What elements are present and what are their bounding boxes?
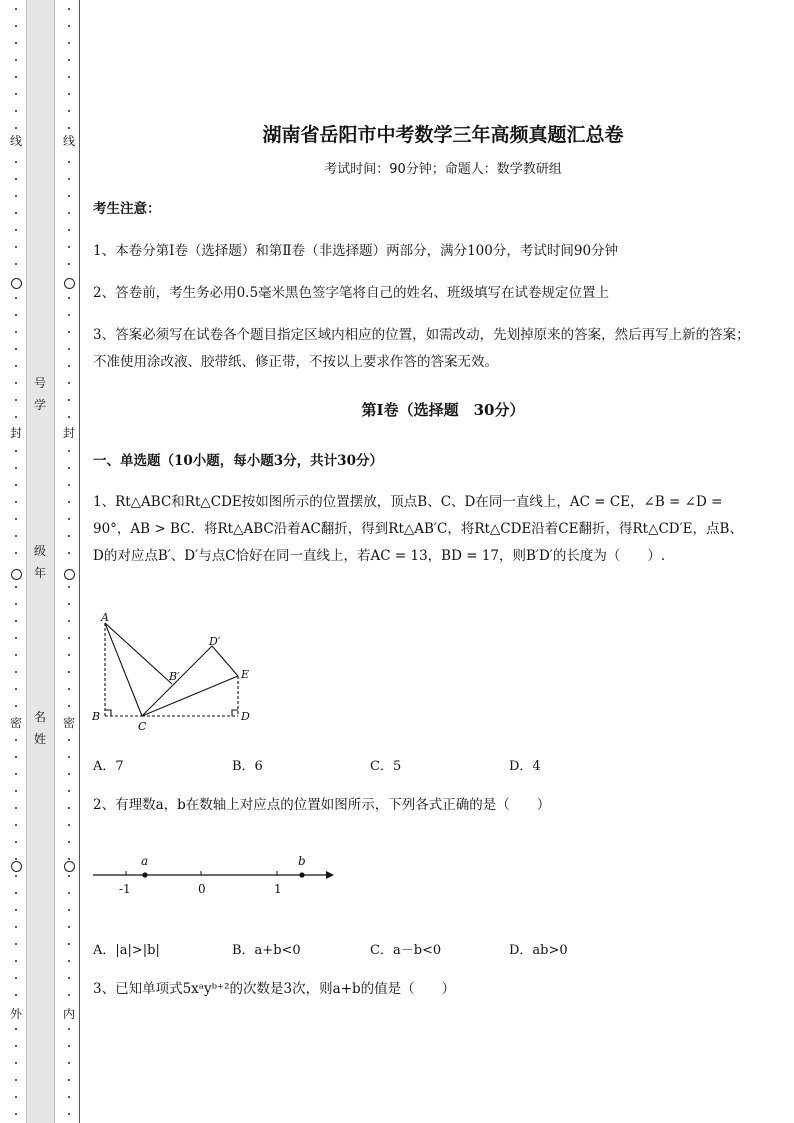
binding-dot bbox=[15, 705, 17, 707]
outer-label-wai: 外 bbox=[9, 1007, 22, 1021]
binding-dot bbox=[68, 620, 70, 622]
question-1-figure bbox=[88, 606, 268, 736]
binding-dot bbox=[68, 110, 70, 112]
question-1-stem: 1、Rt△ABC和Rt△CDE按如图所示的位置摆放，顶点B、C、D在同一直线上，AC = CE，∠B = ∠D = 90°，AB > BC．将Rt△ABC沿着AC翻折，得到Rt△AB′C，将Rt△CDE沿着CE翻折，得Rt△CD′E，点B、D的对应点B′、D′与点C恰好在同一直线上，若AC = 13，BD = 17，则B′D′的长度为（ ）. bbox=[93, 494, 743, 564]
binding-dot bbox=[68, 178, 70, 180]
binding-dot bbox=[68, 1045, 70, 1047]
binding-dot bbox=[15, 552, 17, 554]
notice-heading: 考生注意： bbox=[93, 201, 161, 217]
part-heading: 一、单选题（10小题，每小题3分，共计30分） bbox=[93, 453, 383, 469]
binding-dot bbox=[15, 977, 17, 979]
binding-dot bbox=[68, 909, 70, 911]
binding-dot bbox=[68, 229, 70, 231]
grade-label: 级年 bbox=[30, 540, 50, 584]
binding-dot bbox=[15, 1028, 17, 1030]
binding-dot bbox=[68, 331, 70, 333]
binding-dot bbox=[68, 59, 70, 61]
binding-dot bbox=[68, 263, 70, 265]
page-title: 湖南省岳阳市中考数学三年高频真题汇总卷 bbox=[262, 124, 624, 146]
binding-dot bbox=[15, 586, 17, 588]
binding-dot bbox=[15, 909, 17, 911]
binding-dot bbox=[15, 161, 17, 163]
binding-dot bbox=[15, 994, 17, 996]
binding-hole-circle bbox=[64, 278, 75, 289]
binding-dot bbox=[68, 8, 70, 10]
fig-label-D-prime: D′ bbox=[209, 635, 221, 648]
binding-dot bbox=[15, 331, 17, 333]
binding-dot bbox=[15, 314, 17, 316]
binding-dot bbox=[68, 756, 70, 758]
q2-option-b: B．a+b<0 bbox=[232, 943, 301, 958]
binding-dot bbox=[68, 1079, 70, 1081]
binding-dot bbox=[15, 1062, 17, 1064]
binding-dot bbox=[68, 348, 70, 350]
outer-label-xian: 线 bbox=[9, 134, 22, 148]
binding-dot bbox=[15, 297, 17, 299]
binding-dot bbox=[68, 484, 70, 486]
notice-item-1: 1、本卷分第I卷（选择题）和第Ⅱ卷（非选择题）两部分，满分100分，考试时间90分钟 bbox=[93, 243, 619, 259]
point-label-b: b bbox=[298, 854, 306, 868]
q2-option-c: C．a－b<0 bbox=[370, 943, 442, 958]
binding-dot bbox=[68, 382, 70, 384]
binding-dot bbox=[68, 705, 70, 707]
inner-dot-line bbox=[64, 0, 74, 1123]
binding-dot bbox=[68, 161, 70, 163]
binding-dot bbox=[15, 620, 17, 622]
binding-dot bbox=[68, 841, 70, 843]
binding-dot bbox=[15, 654, 17, 656]
student-number-label: 号学 bbox=[30, 372, 50, 416]
binding-dot bbox=[68, 875, 70, 877]
binding-dot bbox=[68, 535, 70, 537]
binding-dot bbox=[68, 858, 70, 860]
fig-label-B-prime: B′ bbox=[169, 670, 180, 683]
binding-dot bbox=[15, 365, 17, 367]
binding-dot bbox=[68, 637, 70, 639]
binding-dot bbox=[15, 450, 17, 452]
binding-dot bbox=[15, 1045, 17, 1047]
binding-dot bbox=[68, 1062, 70, 1064]
binding-dot bbox=[68, 654, 70, 656]
binding-dot bbox=[68, 365, 70, 367]
q1-option-a: A．7 bbox=[93, 759, 124, 774]
binding-dot bbox=[68, 824, 70, 826]
binding-hole-circle bbox=[11, 278, 22, 289]
binding-hole-circle bbox=[64, 861, 75, 872]
binding-dot bbox=[68, 416, 70, 418]
binding-dot bbox=[68, 212, 70, 214]
binding-dot bbox=[15, 637, 17, 639]
question-3-stem: 3、已知单项式5xᵃyᵇ⁺²的次数是3次，则a+b的值是（ ） bbox=[93, 981, 456, 997]
tick-label-0: 0 bbox=[198, 882, 206, 896]
fig-label-B: B bbox=[92, 710, 101, 723]
exam-info: 考试时间：90分钟；命题人：数学教研组 bbox=[324, 162, 562, 177]
notice-item-3: 3、答案必须写在试卷各个题目指定区域内相应的位置，如需改动，先划掉原来的答案，然后再写上新的答案；不准使用涂改液、胶带纸、修正带，不按以上要求作答的答案无效。 bbox=[93, 327, 750, 370]
binding-dot bbox=[15, 773, 17, 775]
binding-dot bbox=[68, 518, 70, 520]
binding-dot bbox=[68, 552, 70, 554]
margin-rule bbox=[79, 0, 80, 1123]
binding-hole-circle bbox=[11, 569, 22, 580]
binding-dot bbox=[15, 926, 17, 928]
binding-dot bbox=[68, 501, 70, 503]
fig-label-A: A bbox=[101, 611, 109, 624]
binding-dot bbox=[68, 1096, 70, 1098]
question-2-number-line bbox=[88, 848, 338, 898]
q1-option-c: C．5 bbox=[370, 759, 402, 774]
binding-dot bbox=[68, 960, 70, 962]
binding-dot bbox=[15, 892, 17, 894]
binding-dot bbox=[15, 8, 17, 10]
binding-hole-circle bbox=[64, 569, 75, 580]
binding-dot bbox=[68, 1028, 70, 1030]
binding-dot bbox=[68, 450, 70, 452]
tick-label-neg1: -1 bbox=[119, 882, 131, 896]
binding-dot bbox=[15, 501, 17, 503]
binding-dot bbox=[68, 994, 70, 996]
outer-dot-line bbox=[11, 0, 21, 1123]
binding-dot bbox=[15, 603, 17, 605]
binding-dot bbox=[68, 297, 70, 299]
binding-dot bbox=[15, 348, 17, 350]
inner-label-xian: 线 bbox=[62, 134, 75, 148]
binding-dot bbox=[68, 603, 70, 605]
binding-dot bbox=[15, 59, 17, 61]
q2-option-d: D．ab>0 bbox=[509, 943, 568, 958]
binding-dot bbox=[68, 399, 70, 401]
section-title: 第I卷（选择题 30分） bbox=[361, 401, 525, 419]
outer-label-mi: 密 bbox=[9, 716, 22, 730]
binding-dot bbox=[15, 127, 17, 129]
binding-dot bbox=[15, 739, 17, 741]
binding-dot bbox=[15, 467, 17, 469]
q1-option-d: D．4 bbox=[509, 759, 541, 774]
fig-label-C: C bbox=[138, 720, 147, 733]
binding-dot bbox=[68, 739, 70, 741]
notice-item-2: 2、答卷前，考生务必用0.5毫米黑色签字笔将自己的姓名、班级填写在试卷规定位置上 bbox=[93, 285, 610, 301]
inner-label-mi: 密 bbox=[62, 716, 75, 730]
point-label-a: a bbox=[141, 854, 149, 868]
binding-dot bbox=[15, 535, 17, 537]
binding-dot bbox=[15, 807, 17, 809]
binding-dot bbox=[15, 93, 17, 95]
fig-label-D: D bbox=[241, 710, 250, 723]
binding-dot bbox=[68, 42, 70, 44]
binding-dot bbox=[68, 246, 70, 248]
binding-dot bbox=[68, 314, 70, 316]
inner-label-feng: 封 bbox=[62, 426, 75, 440]
binding-dot bbox=[15, 858, 17, 860]
binding-dot bbox=[15, 229, 17, 231]
binding-dot bbox=[15, 841, 17, 843]
binding-hole-circle bbox=[11, 861, 22, 872]
fig-label-E: E bbox=[241, 668, 250, 681]
outer-label-feng: 封 bbox=[9, 426, 22, 440]
binding-dot bbox=[15, 790, 17, 792]
binding-dot bbox=[15, 42, 17, 44]
q1-option-b: B．6 bbox=[232, 759, 263, 774]
binding-dot bbox=[68, 1113, 70, 1115]
q2-option-a: A．|a|>|b| bbox=[93, 943, 160, 958]
binding-dot bbox=[68, 977, 70, 979]
tick-label-1: 1 bbox=[274, 882, 282, 896]
binding-dot bbox=[68, 467, 70, 469]
name-label: 名姓 bbox=[30, 706, 50, 750]
binding-dot bbox=[68, 76, 70, 78]
binding-dot bbox=[15, 263, 17, 265]
binding-dot bbox=[68, 688, 70, 690]
binding-dot bbox=[68, 586, 70, 588]
binding-dot bbox=[15, 416, 17, 418]
binding-dot bbox=[68, 926, 70, 928]
inner-label-nei: 内 bbox=[62, 1007, 75, 1021]
binding-dot bbox=[68, 195, 70, 197]
binding-dot bbox=[68, 892, 70, 894]
binding-dot bbox=[68, 25, 70, 27]
binding-dot bbox=[68, 943, 70, 945]
binding-dot bbox=[15, 195, 17, 197]
binding-dot bbox=[15, 382, 17, 384]
binding-dot bbox=[68, 807, 70, 809]
binding-dot bbox=[15, 824, 17, 826]
binding-dot bbox=[15, 25, 17, 27]
binding-dot bbox=[15, 110, 17, 112]
binding-dot bbox=[15, 960, 17, 962]
binding-dot bbox=[15, 756, 17, 758]
binding-dot bbox=[15, 399, 17, 401]
binding-dot bbox=[68, 671, 70, 673]
binding-dot bbox=[15, 1079, 17, 1081]
binding-dot bbox=[68, 127, 70, 129]
binding-dot bbox=[15, 484, 17, 486]
binding-dot bbox=[15, 178, 17, 180]
binding-dot bbox=[15, 943, 17, 945]
binding-dot bbox=[15, 212, 17, 214]
binding-dot bbox=[15, 1113, 17, 1115]
binding-dot bbox=[15, 671, 17, 673]
binding-dot bbox=[15, 875, 17, 877]
binding-dot bbox=[15, 1096, 17, 1098]
binding-dot bbox=[15, 688, 17, 690]
binding-dot bbox=[15, 76, 17, 78]
binding-dot bbox=[15, 246, 17, 248]
binding-dot bbox=[68, 790, 70, 792]
binding-dot bbox=[68, 93, 70, 95]
binding-dot bbox=[68, 773, 70, 775]
binding-dot bbox=[15, 518, 17, 520]
question-2-stem: 2、有理数a，b在数轴上对应点的位置如图所示，下列各式正确的是（ ） bbox=[93, 797, 551, 813]
